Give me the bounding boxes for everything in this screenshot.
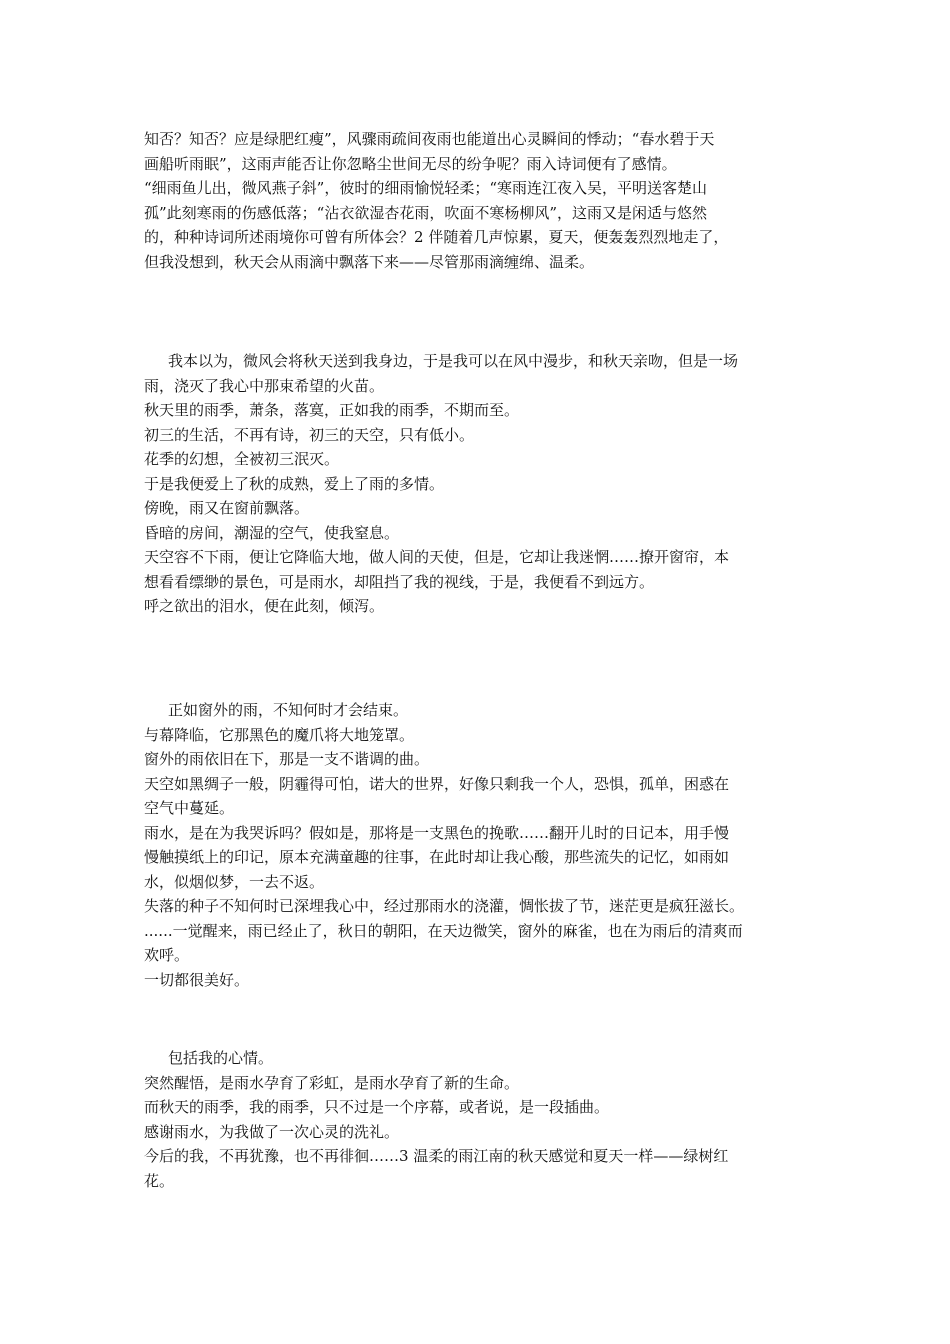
text-line: 雨水，是在为我哭诉吗？假如是，那将是一支黑色的挽歌……翻开儿时的日记本，用手慢 bbox=[144, 823, 730, 842]
text-line: 花季的幻想，全被初三泯灭。 bbox=[144, 450, 340, 468]
paragraph-block-2 bbox=[144, 349, 814, 619]
text-line: 今后的我，不再犹豫，也不再徘徊……3 温柔的雨江南的秋天感觉和夏天一样——绿树红 bbox=[144, 1147, 729, 1165]
text-line: 天空如黑绸子一般，阴霾得可怕，诺大的世界，好像只剩我一个人，恐惧，孤单，困惑在 bbox=[144, 774, 730, 793]
text-line: 想看看缥缈的景色，可是雨水，却阻挡了我的视线，于是，我便看不到远方。 bbox=[144, 572, 655, 591]
text-line: 孤”此刻寒雨的伤感低落；“沾衣欲湿杏花雨，吹面不寒杨柳风”，这雨又是闲适与悠然 bbox=[144, 203, 708, 222]
text-line: 于是我便爱上了秋的成熟，爱上了雨的多情。 bbox=[144, 474, 445, 493]
text-line: 突然醒悟，是雨水孕育了彩虹，是雨水孕育了新的生命。 bbox=[144, 1073, 520, 1092]
text-line: 昏暗的房间，潮湿的空气，使我窒息。 bbox=[144, 523, 400, 542]
text-line: 慢触摸纸上的印记，原本充满童趣的往事，在此时却让我心酸，那些流失的记忆，如雨如 bbox=[144, 848, 730, 866]
text-line: 一切都很美好。 bbox=[144, 970, 250, 989]
paragraph-block-3 bbox=[144, 698, 814, 992]
text-line: 但我没想到，秋天会从雨滴中飘落下来——尽管那雨滴缠绵、温柔。 bbox=[144, 252, 595, 271]
text-line: 窗外的雨依旧在下，那是一支不谐调的曲。 bbox=[144, 750, 430, 768]
text-line: 感谢雨水，为我做了一次心灵的洗礼。 bbox=[144, 1122, 400, 1141]
text-line: 包括我的心情。 bbox=[168, 1049, 274, 1067]
text-line: 画船听雨眠”，这雨声能否让你忽略尘世间无尽的纷争呢？雨入诗词便有了感情。 bbox=[144, 154, 677, 173]
text-line: 失落的种子不知何时已深埋我心中，经过那雨水的浇灌，惆怅拔了节，迷茫更是疯狂滋长。 bbox=[144, 897, 745, 915]
text-line: 水，似烟似梦，一去不返。 bbox=[144, 872, 325, 891]
text-line: “细雨鱼儿出，微风燕子斜”，彼时的细雨愉悦轻柔；“寒雨连江夜入吴，平明送客楚山 bbox=[144, 179, 708, 197]
text-line: 欢呼。 bbox=[144, 946, 190, 964]
text-line: 而秋天的雨季，我的雨季，只不过是一个序幕，或者说，是一段插曲。 bbox=[144, 1098, 610, 1116]
paragraph-block-4 bbox=[144, 1046, 814, 1193]
text-line: 的，种种诗词所述雨境你可曾有所体会？2 伴随着几声惊累，夏天，便轰轰烈烈地走了， bbox=[144, 228, 729, 246]
text-line: 正如窗外的雨，不知何时才会结束。 bbox=[168, 701, 409, 719]
text-line: 雨，浇灭了我心中那束希望的火苗。 bbox=[144, 376, 385, 395]
text-line: 初三的生活，不再有诗，初三的天空，只有低小。 bbox=[144, 425, 475, 444]
text-line: 我本以为，微风会将秋天送到我身边，于是我可以在风中漫步，和秋天亲吻，但是一场 bbox=[168, 352, 739, 370]
text-line: ......一觉醒来，雨已经止了，秋日的朝阳，在天边微笑，窗外的麻雀，也在为雨后的清爽而 bbox=[144, 921, 743, 940]
paragraph-block-1 bbox=[144, 127, 814, 274]
text-line: 天空容不下雨，便让它降临大地，做人间的天使，但是，它却让我迷惘……撩开窗帘，本 bbox=[144, 548, 730, 566]
text-line: 空气中蔓延。 bbox=[144, 799, 235, 817]
text-line: 呼之欲出的泪水，便在此刻，倾泻。 bbox=[144, 597, 385, 615]
text-line: 知否？知否？应是绿肥红瘦”，风骤雨疏间夜雨也能道出心灵瞬间的悸动；“春水碧于天 bbox=[144, 130, 715, 148]
text-line: 傍晚，雨又在窗前飘落。 bbox=[144, 499, 310, 517]
text-line: 花。 bbox=[144, 1171, 175, 1190]
text-line: 与幕降临，它那黑色的魔爪将大地笼罩。 bbox=[144, 725, 415, 744]
text-line: 秋天里的雨季，萧条，落寞，正如我的雨季，不期而至。 bbox=[144, 401, 520, 419]
